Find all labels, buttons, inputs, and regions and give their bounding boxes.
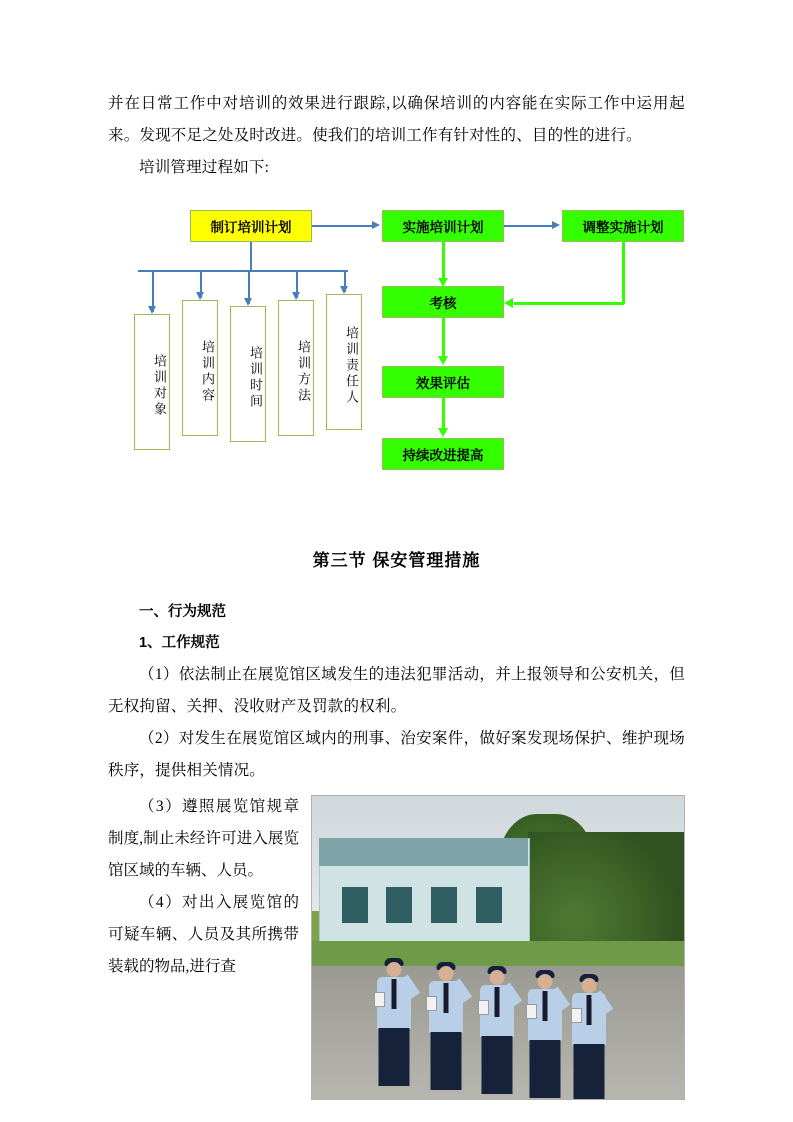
photo-window (476, 887, 502, 923)
arrowhead-branch-2 (196, 292, 204, 300)
photo-officer-head (538, 974, 553, 989)
paragraph-process-lead: 培训管理过程如下: (139, 159, 270, 176)
connector-plan-implement (312, 225, 372, 227)
flow-node-evaluate (382, 366, 504, 398)
arrowhead-branch-3 (244, 298, 252, 306)
photo-officer-badge (526, 1004, 537, 1019)
flow-branch-owner (326, 294, 362, 430)
flow-branch-time (230, 306, 266, 442)
paragraph-intro: 并在日常工作中对培训的效果进行跟踪,以确保培训的内容能在实际工作中运用起来。发现不足之处及时改进。使我们的培训工作有针对性的、目的性的进行。 (108, 95, 685, 144)
photo-window (431, 887, 457, 923)
flow-branch-owner-label: 培训责任人 (344, 326, 359, 406)
flow-branch-method (278, 300, 314, 436)
arrowhead-plan-implement (372, 221, 380, 229)
connector-implement-adjust (504, 225, 552, 227)
photo-building-roof (319, 838, 527, 865)
connector-plan-down (250, 242, 252, 270)
flow-node-adjust (562, 210, 684, 242)
flow-branch-audience-label: 培训对象 (152, 354, 167, 418)
photo-officer-head (489, 970, 504, 985)
connector-adjust-down (622, 242, 625, 304)
photo-officer (569, 978, 609, 1090)
photo-officer-tie (391, 979, 396, 1009)
flow-node-plan-label: 制订培训计划 (210, 220, 292, 235)
photo-officer-badge (426, 996, 437, 1011)
flow-node-evaluate-label: 效果评估 (416, 376, 470, 391)
photo-officer (524, 974, 566, 1090)
heading-work-norms: 1、工作规范 (139, 635, 220, 651)
list-item-1: （1）依法制止在展览馆区域发生的违法犯罪活动，并上报领导和公安机关，但无权拘留、关押、没收财产及罚款的权利。 (108, 666, 685, 715)
flow-branch-content-label: 培训内容 (200, 340, 215, 404)
arrowhead-branch-5 (340, 286, 348, 294)
spacer (108, 571, 685, 597)
list-item-2: （2）对发生在展览馆区域内的刑事、治安案件，做好案发现场保护、维护现场秩序，提供相关情况。 (108, 730, 685, 779)
arrowhead-implement-adjust (552, 221, 560, 229)
arrowhead-branch-4 (292, 292, 300, 300)
photo-officer-badge (571, 1008, 582, 1023)
flow-branch-time-label: 培训时间 (248, 346, 263, 410)
flow-branch-audience (134, 314, 170, 450)
flow-node-improve (382, 438, 504, 470)
heading-behavior-norms: 一、行为规范 (139, 604, 226, 620)
connector-branch-bus (138, 270, 348, 272)
photo-officer-badge (478, 1000, 489, 1015)
connector-adjust-to-assess (514, 302, 624, 305)
section-title: 第三节 保安管理措施 (312, 551, 481, 570)
arrowhead-adjust-assess (504, 298, 513, 308)
flow-node-implement (382, 210, 504, 242)
photo-officer-head (438, 966, 453, 981)
list-item-4: （4）对出入展览馆的可疑车辆、人员及其所携带装载的物品,进行查 (108, 894, 299, 975)
photo-text-block (108, 791, 685, 1100)
arrowhead-branch-1 (148, 306, 156, 314)
photo-officer-pants (573, 1044, 604, 1100)
arrowhead-assess-evaluate (438, 356, 448, 365)
photo-officer-badge (374, 992, 385, 1007)
flow-branch-method-label: 培训方法 (296, 340, 311, 404)
photo-officer-pants (430, 1032, 461, 1090)
photo-officer-tie (494, 987, 499, 1017)
flow-branch-content (182, 300, 218, 436)
flow-node-assess (382, 286, 504, 318)
flow-node-implement-label: 实施培训计划 (402, 220, 484, 235)
flow-node-adjust-label: 调整实施计划 (582, 220, 664, 235)
flow-node-improve-label: 持续改进提高 (402, 448, 484, 463)
security-guards-photo (311, 795, 685, 1100)
photo-officer (372, 962, 416, 1090)
arrowhead-evaluate-improve (438, 428, 448, 437)
photo-officer (424, 966, 468, 1090)
photo-officer-tie (443, 983, 448, 1013)
training-process-flowchart (130, 200, 707, 490)
connector-implement-assess (442, 242, 445, 282)
flow-node-assess-label: 考核 (429, 296, 457, 311)
photo-officer-pants (378, 1028, 409, 1086)
flow-node-plan (190, 210, 312, 242)
photo-officer-pants (530, 1040, 561, 1098)
photo-officer-head (386, 962, 401, 977)
photo-window (386, 887, 412, 923)
photo-window (342, 887, 368, 923)
photo-officer (476, 970, 518, 1090)
photo-officer-tie (586, 995, 591, 1025)
photo-officer-head (581, 978, 596, 993)
photo-officer-tie (543, 991, 548, 1021)
photo-officer-pants (481, 1036, 512, 1094)
list-item-3: （3）遵照展览馆规章制度,制止未经许可进入展览馆区域的车辆、人员。 (108, 798, 299, 879)
